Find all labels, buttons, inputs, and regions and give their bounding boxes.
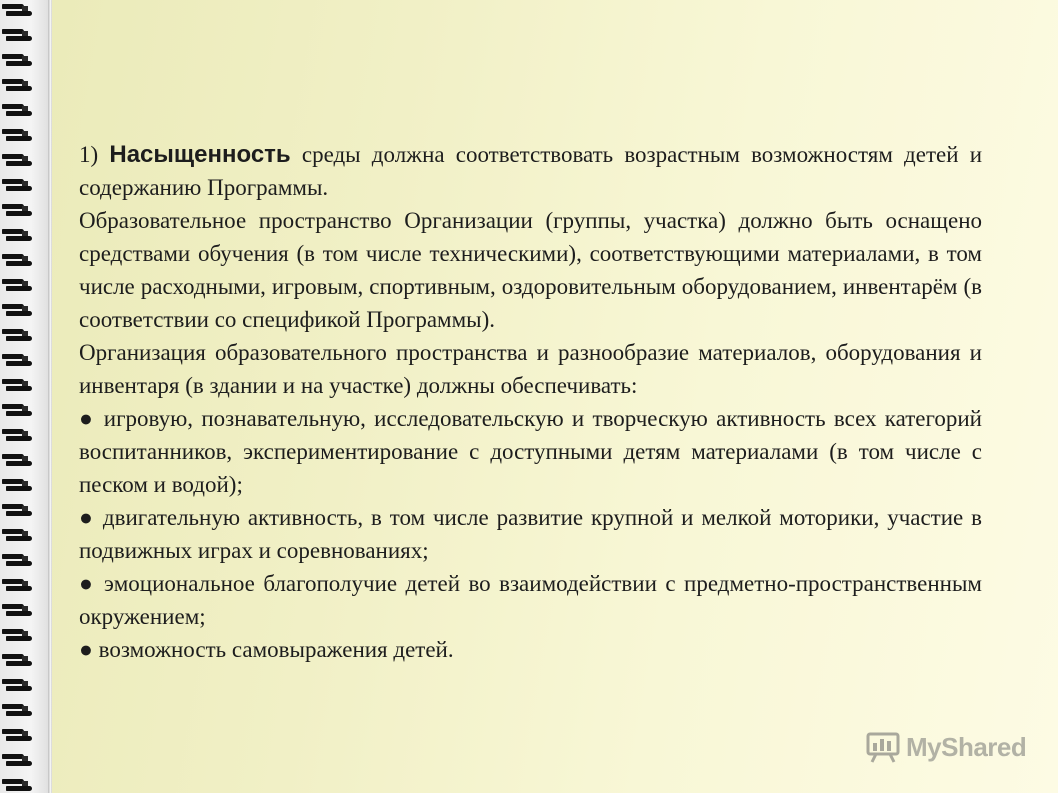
spiral-ring xyxy=(2,504,34,518)
spiral-ring xyxy=(2,54,34,68)
bullet-text: игровую, познавательную, исследовательскую и творческую активность всех категорий воспитанников, экспериментирование с доступными детям материалами (в том числе с песком и водой); xyxy=(79,406,982,497)
bullet-item xyxy=(79,633,982,666)
bold-term: Насыщенность xyxy=(109,141,291,168)
spiral-ring xyxy=(2,754,34,768)
bullet-text: возможность самовыражения детей. xyxy=(98,637,454,662)
paragraph-saturation xyxy=(79,138,982,204)
bullet-item xyxy=(79,402,982,501)
spiral-ring xyxy=(2,154,34,168)
bullet-icon: ● xyxy=(79,406,96,431)
spiral-ring xyxy=(2,129,34,143)
spiral-ring xyxy=(2,679,34,693)
binding-edge xyxy=(48,0,51,793)
spiral-ring xyxy=(2,79,34,93)
paragraph-3: Организация образовательного пространства и разнообразие материалов, оборудования и инвентаря (в здании и на участке) должны обеспечивать: xyxy=(79,340,982,398)
bullet-item xyxy=(79,501,982,567)
spiral-ring xyxy=(2,654,34,668)
spiral-ring xyxy=(2,279,34,293)
spiral-ring xyxy=(2,404,34,418)
watermark-brand: MyShared xyxy=(906,731,1027,762)
spiral-binding xyxy=(0,0,52,793)
spiral-ring xyxy=(2,529,34,543)
spiral-ring xyxy=(2,4,34,18)
spiral-ring xyxy=(2,429,34,443)
slide-text xyxy=(79,138,982,666)
bullet-icon: ● xyxy=(79,571,96,596)
bullet-text: эмоциональное благополучие детей во взаимодействии с предметно-пространственным окружением; xyxy=(79,571,982,629)
spiral-ring xyxy=(2,379,34,393)
spiral-ring xyxy=(2,629,34,643)
spiral-ring xyxy=(2,304,34,318)
spiral-ring xyxy=(2,354,34,368)
spiral-ring xyxy=(2,704,34,718)
spiral-ring xyxy=(2,29,34,43)
spiral-ring xyxy=(2,454,34,468)
bullet-item xyxy=(79,567,982,633)
spiral-ring xyxy=(2,329,34,343)
spiral-ring xyxy=(2,779,34,793)
spiral-ring xyxy=(2,254,34,268)
paragraph-2: Образовательное пространство Организации (группы, участка) должно быть оснащено средствами обучения (в том числе техническими), соответствующими материалами, в том числе расходными, игровым, спортивным, оздоровительным оборудованием, инвентарём (в соответствии со спецификой Программы). xyxy=(79,208,982,332)
spiral-ring xyxy=(2,554,34,568)
spiral-ring xyxy=(2,104,34,118)
presentation-board-icon xyxy=(866,731,900,763)
watermark xyxy=(866,730,1026,764)
spiral-ring xyxy=(2,579,34,593)
spiral-ring xyxy=(2,604,34,618)
spiral-ring xyxy=(2,204,34,218)
spiral-ring xyxy=(2,229,34,243)
paragraph-1-text: среды должна соответствовать возрастным возможностям детей и содержанию Программы. xyxy=(79,142,983,200)
bullet-icon: ● xyxy=(79,505,96,530)
spiral-ring xyxy=(2,729,34,743)
bullet-text: двигательную активность, в том числе развитие крупной и мелкой моторики, участие в подвижных играх и соревнованиях; xyxy=(79,505,982,563)
spiral-ring xyxy=(2,479,34,493)
bullet-icon: ● xyxy=(79,637,93,662)
item-number: 1) xyxy=(79,142,99,167)
spiral-ring xyxy=(2,179,34,193)
